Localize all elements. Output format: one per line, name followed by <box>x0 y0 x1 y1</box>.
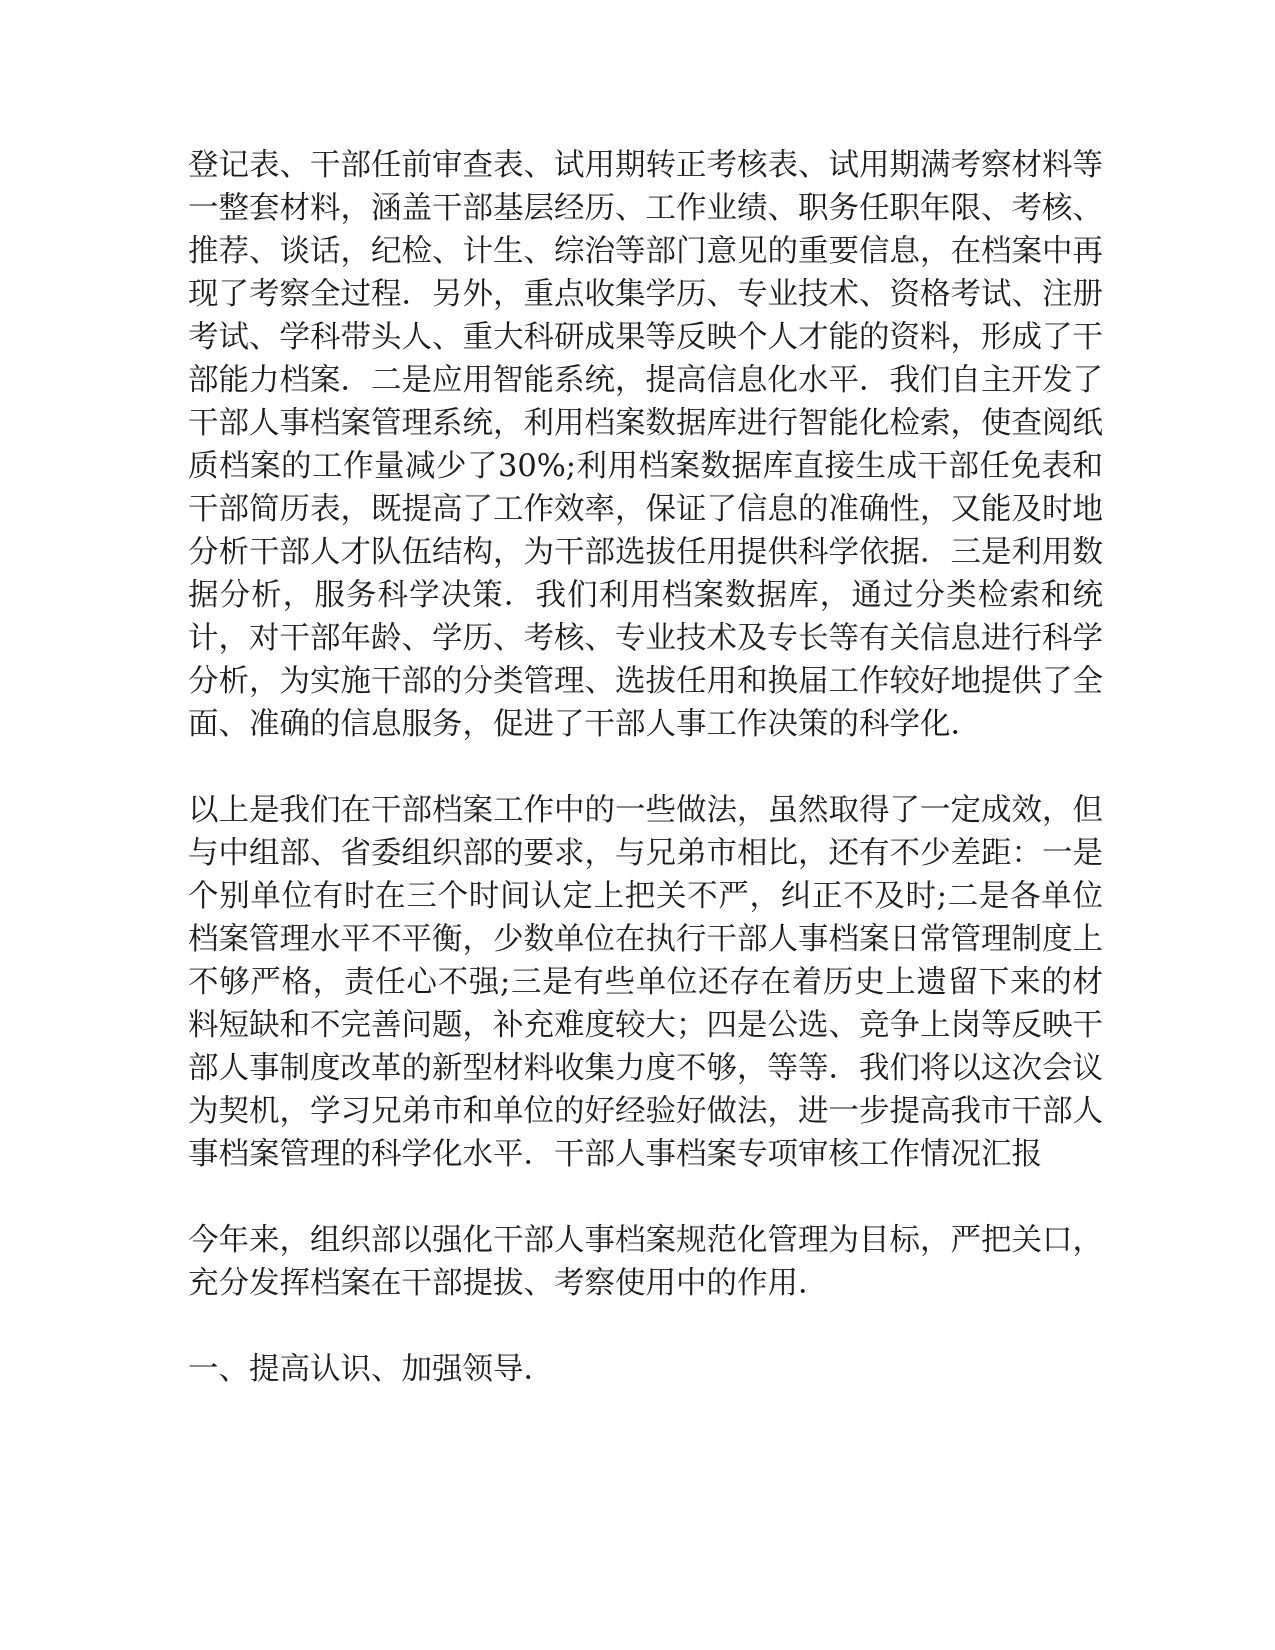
paragraph-archive-work-practices: 登记表、干部任前审查表、试用期转正考核表、试用期满考察材料等一整套材料，涵盖干部基层经历、工作业绩、职务任职年限、考核、推荐、谈话，纪检、计生、综治等部门意见的重要信息，在档案中再现了考察全过程．另外，重点收集学历、专业技术、资格考试、注册考试、学科带头人、重大科研成果等反映个人才能的资料，形成了干部能力档案．二是应用智能系统，提高信息化水平．我们自主开发了干部人事档案管理系统，利用档案数据库进行智能化检索，使查阅纸质档案的工作量减少了30%;利用档案数据库直接生成干部任免表和干部简历表，既提高了工作效率，保证了信息的准确性，又能及时地分析干部人才队伍结构，为干部选拔任用提供科学依据．三是利用数据分析，服务科学决策．我们利用档案数据库，通过分类检索和统计，对干部年龄、学历、考核、专业技术及专长等有关信息进行科学分析，为实施干部的分类管理、选拔任用和换届工作较好地提供了全面、准确的信息服务，促进了干部人事工作决策的科学化． <box>188 148 1103 742</box>
paragraph-shortcomings: 以上是我们在干部档案工作中的一些做法，虽然取得了一定成效，但与中组部、省委组织部的要求，与兄弟市相比，还有不少差距：一是个别单位有时在三个时间认定上把关不严，纠正不及时;二是各单位档案管理水平不平衡，少数单位在执行干部人事档案日常管理制度上不够严格，责任心不强;三是有些单位还存在着历史上遗留下来的材料短缺和不完善问题，补充难度较大；四是公选、竞争上岗等反映干部人事制度改革的新型材料收集力度不够，等等．我们将以这次会议为契机，学习兄弟市和单位的好经验好做法，进一步提高我市干部人事档案管理的科学化水平．干部人事档案专项审核工作情况汇报 <box>188 793 1103 1172</box>
paragraph-this-year-overview: 今年来，组织部以强化干部人事档案规范化管理为目标，严把关口，充分发挥档案在干部提拔、考察使用中的作用． <box>188 1223 1103 1301</box>
section-heading-one: 一、提高认识、加强领导． <box>188 1352 554 1387</box>
document-page <box>188 144 1103 1391</box>
